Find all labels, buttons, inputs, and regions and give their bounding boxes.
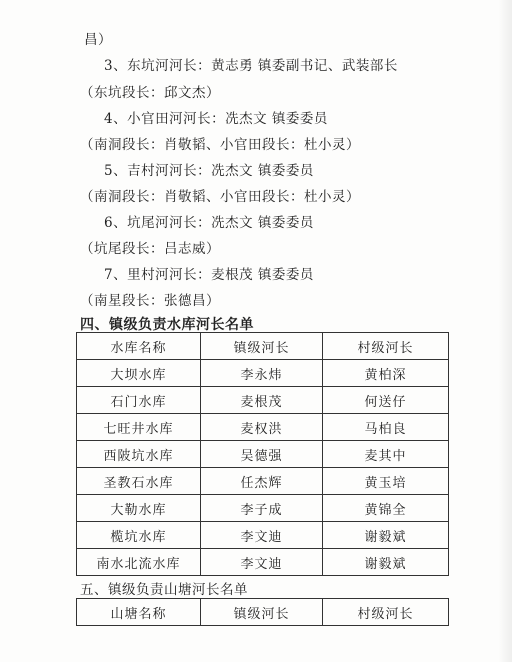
text-line: 6、坑尾河河长：冼杰文 镇委委员 bbox=[104, 215, 314, 231]
table-row bbox=[77, 360, 449, 387]
table-cell: 黄玉培 bbox=[323, 468, 449, 495]
header-cell: 镇级河长 bbox=[201, 599, 323, 626]
page-edge-shadow bbox=[498, 0, 512, 662]
text-line: 5、吉村河河长：冼杰文 镇委委员 bbox=[104, 163, 314, 179]
text-line: 7、里村河河长：麦根茂 镇委委员 bbox=[104, 267, 314, 283]
table-row bbox=[77, 387, 449, 414]
table-header-row bbox=[77, 333, 449, 360]
table-cell: 麦其中 bbox=[323, 441, 449, 468]
table-header-row bbox=[77, 599, 449, 626]
table-cell: 谢毅斌 bbox=[323, 549, 449, 576]
table-cell: 大勒水库 bbox=[77, 495, 201, 522]
section-4-title: 四、镇级负责水库河长名单 bbox=[80, 317, 254, 333]
header-cell: 镇级河长 bbox=[201, 333, 323, 360]
table-row bbox=[77, 495, 449, 522]
table-row bbox=[77, 549, 449, 576]
text-line: 4、小官田河河长：冼杰文 镇委委员 bbox=[104, 111, 328, 127]
header-cell: 山塘名称 bbox=[77, 599, 201, 626]
section-5-title: 五、镇级负责山塘河长名单 bbox=[80, 582, 248, 598]
table-row bbox=[77, 468, 449, 495]
header-cell: 水库名称 bbox=[77, 333, 201, 360]
table-cell: 大坝水库 bbox=[77, 360, 201, 387]
table-cell: 马柏良 bbox=[323, 414, 449, 441]
table-cell: 谢毅斌 bbox=[323, 522, 449, 549]
header-cell: 村级河长 bbox=[323, 599, 449, 626]
text-line: （南洞段长：肖敬韬、小官田段长：杜小灵） bbox=[80, 189, 360, 205]
pond-table bbox=[76, 598, 449, 626]
text-line: （坑尾段长：吕志威） bbox=[80, 241, 220, 257]
table-cell: 李文迪 bbox=[201, 522, 323, 549]
text-line: （南星段长：张德昌） bbox=[80, 293, 220, 309]
table-cell: 南水北流水库 bbox=[77, 549, 201, 576]
table-cell: 李子成 bbox=[201, 495, 323, 522]
table-cell: 石门水库 bbox=[77, 387, 201, 414]
text-line: 3、东坑河河长：黄志勇 镇委副书记、武装部长 bbox=[104, 58, 398, 74]
text-line: （东坑段长：邱文杰） bbox=[80, 85, 220, 101]
text-line: （南洞段长：肖敬韬、小官田段长：杜小灵） bbox=[80, 137, 360, 153]
table-cell: 麦权洪 bbox=[201, 414, 323, 441]
table-cell: 李文迪 bbox=[201, 549, 323, 576]
table-cell: 吴德强 bbox=[201, 441, 323, 468]
text-line: 昌） bbox=[84, 32, 112, 48]
table-cell: 圣教石水库 bbox=[77, 468, 201, 495]
table-cell: 西陂坑水库 bbox=[77, 441, 201, 468]
table-cell: 麦根茂 bbox=[201, 387, 323, 414]
table-row bbox=[77, 414, 449, 441]
reservoir-table bbox=[76, 332, 449, 576]
table-row bbox=[77, 441, 449, 468]
table-row bbox=[77, 522, 449, 549]
table-cell: 任杰辉 bbox=[201, 468, 323, 495]
table-cell: 李永炜 bbox=[201, 360, 323, 387]
table-cell: 七旺井水库 bbox=[77, 414, 201, 441]
table-cell: 黄锦全 bbox=[323, 495, 449, 522]
table-cell: 黄柏深 bbox=[323, 360, 449, 387]
table-cell: 榄坑水库 bbox=[77, 522, 201, 549]
table-cell: 何送仔 bbox=[323, 387, 449, 414]
header-cell: 村级河长 bbox=[323, 333, 449, 360]
